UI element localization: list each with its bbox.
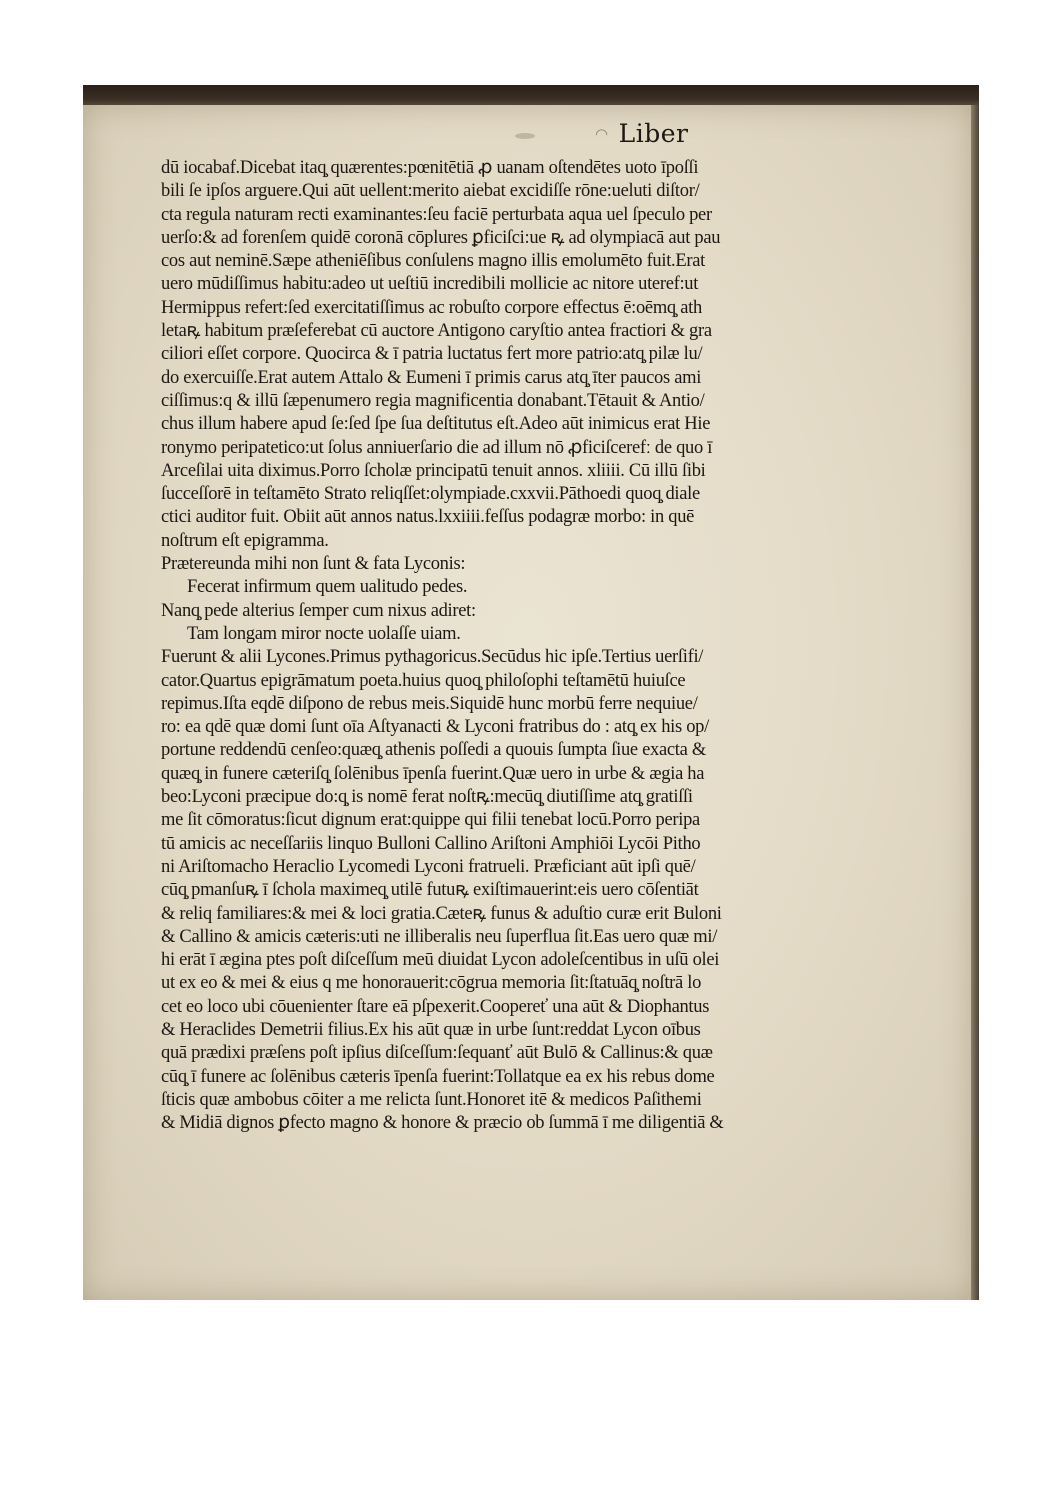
text-line: ut ex eo & mei & eius q me honorauerit:cōgrua memoria ſit:ſtatuāq̧ noſtrā lo	[161, 973, 702, 994]
text-line: me ſit cōmoratus:ſicut dignum erat:quippe qui filii tenebat locū.Porro peripa	[161, 810, 700, 831]
verse-line: Fecerat infirmum quem ualitudo pedes.	[187, 577, 468, 598]
ink-smudge	[515, 133, 535, 139]
text-line: cos aut neminē.Sæpe atheniēſibus conſulens magno illis emolumēto fuit.Erat	[161, 251, 705, 272]
text-line: bili ſe ipſos arguere.Qui aūt uellent:merito aiebat excidiſſe rōne:ueluti diſtor/	[161, 181, 700, 202]
text-line: & Heraclides Demetrii filius.Ex his aūt quæ in urbe ſunt:reddat Lycon oībus	[161, 1019, 701, 1040]
text-line: do exercuiſſe.Erat autem Attalo & Eumeni ī primis carus atq̧ īter paucos ami	[161, 367, 702, 388]
text-line: chus illum habere apud ſe:ſed ſpe ſua deſtitutus eſt.Adeo aūt inimicus erat Hie	[161, 414, 711, 435]
text-line: portune reddendū cenſeo:quæq̧ athenis poſſedi a quouis ſumpta ſiue exacta &	[161, 740, 706, 761]
text-line: ſucceſſorē in teſtamēto Strato reliqſſet:olympiade.cxxvii.Pāthoedi quoq̧ diale	[161, 484, 700, 505]
text-line: ſticis quæ ambobus cōiter a me relicta ſunt.Honoret itē & medicos Paſithemi	[161, 1089, 702, 1110]
text-line: ro: ea qdē quæ domi ſunt oīa Aſtyanacti & Lyconi fratribus do : atq̧ ex his op/	[161, 717, 709, 738]
book-page-scan	[83, 85, 979, 1300]
text-line: Hermippus refert:ſed exercitatiſſimus ac robuſto corpore effectus ē:oēmq̧ ath	[161, 297, 702, 318]
text-line: dū iocabaf.Dicebat itaq̧ quærentes:pœnitētiā ꝓ uanam oſtendētes uoto īpoſſi	[161, 158, 699, 178]
text-line: uerſo:& ad forenſem quidē coronā cōplures ꝑficiſci:ue ꝶ ad olympiacā aut pau	[161, 227, 721, 248]
text-line: repimus.Iſta eqdē diſpono de rebus meis.Siquidē hunc morbū ferre nequiue/	[161, 693, 698, 714]
text-line: cūq̧ pmanſuꝶ ī ſchola maximeq̧ utilē futuꝶ exiſtimauerint:eis uero cōſentiāt	[161, 880, 699, 901]
text-line: quā prædixi præſens poſt ipſius diſceſſum:ſequanť aūt Bulō & Callinus:& quæ	[161, 1043, 713, 1064]
text-line: ronymo peripatetico:ut ſolus anniuerſario die ad illum nō ꝓficiſcerefː de quo ī	[161, 437, 713, 458]
text-line: Fuerunt & alii Lycones.Primus pythagoricus.Secūdus hic ipſe.Tertius uerſifi/	[161, 647, 704, 668]
text-line: cūq̧ ī funere ac ſolēnibus cæteris īpenſa fuerint:Tollatque ea ex his rebus dome	[161, 1066, 715, 1087]
page-leaf	[83, 105, 973, 1300]
verse-line: Tam longam miror nocte uolaſſe uiam.	[187, 623, 461, 644]
text-line: letaꝶ habitum præſeferebat cū auctore Antigono caryſtio antea fractiori & gra	[161, 321, 712, 342]
text-line: cta regula naturam recti examinantes:ſeu faciē perturbata aqua uel ſpeculo per	[161, 204, 712, 225]
text-line: cet eo loco ubi cōuenienter ſtare eā pſpexerit.Coopereť una aūt & Diophantus	[161, 996, 710, 1017]
text-line: tū amicis ac neceſſariis linquo Bulloni Callino Ariſtoni Amphiōi Lycōi Pitho	[161, 833, 701, 854]
text-line: noſtrum eſt epigramma.	[161, 530, 329, 551]
text-line: & Midiā dignos ꝑfecto magno & honore & præcio ob ſummā ī me diligentiā &	[161, 1113, 724, 1134]
text-line: beo:Lyconi præcipue do:q̧ is nomē ferat noſtꝶ:mecūq̧ diutiſſime atq̧ gratiſſi	[161, 787, 693, 808]
text-line: quæq̧ in funere cæteriſq̧ ſolēnibus īpenſa fuerint.Quæ uero in urbe & ægia ha	[161, 763, 705, 784]
header-title: Liber	[618, 119, 689, 148]
body-text	[161, 157, 943, 1135]
verse-line: Prætereunda mihi non ſunt & fata Lyconis:	[161, 554, 466, 575]
text-line: uero mūdiſſimus habitu:adeo ut ueſtiū incredibili mollicie ac nitore uteref:ut	[161, 274, 699, 295]
page-edge-shadow	[971, 105, 979, 1300]
text-line: ni Ariſtomacho Heraclio Lycomedi Lyconi fratrueli. Præficiant aūt ipſi quē/	[161, 856, 696, 877]
text-line: ciſſimus:q & illū ſæpenumero regia magnificentia donabant.Tētauit & Antio/	[161, 390, 705, 411]
running-header	[595, 119, 688, 148]
text-line: ctici auditor fuit. Obiit aūt annos natus.lxxiiii.feſſus podagræ morbo: in quē	[161, 507, 695, 528]
text-line: & Callino & amicis cæteris:uti ne illiberalis neu ſuperflua ſit.Eas uero quæ mi/	[161, 926, 718, 947]
text-line: ciliori eſſet corpore. Quocirca & ī patria luctatus fert more patrio:atq̧ pilæ lu/	[161, 344, 703, 365]
header-ornament: ◠	[595, 125, 609, 143]
verse-line: Nanq̧ pede alterius ſemper cum nixus adiret:	[161, 600, 476, 621]
text-line: hi erāt ī ægina ptes poſt diſceſſum meū diuidat Lycon adoleſcentibus in uſū olei	[161, 950, 720, 971]
text-line: Arceſilai uita diximus.Porro ſcholæ principatū tenuit annos. xliiii. Cū illū ſibi	[161, 460, 706, 481]
text-line: cator.Quartus epigrāmatum poeta.huius quoq̧ philoſophi teſtamētū huiuſce	[161, 670, 686, 691]
text-line: & reliq familiares:& mei & loci gratia.Cæteꝶ funus & aduſtio curæ erit Buloni	[161, 903, 722, 924]
